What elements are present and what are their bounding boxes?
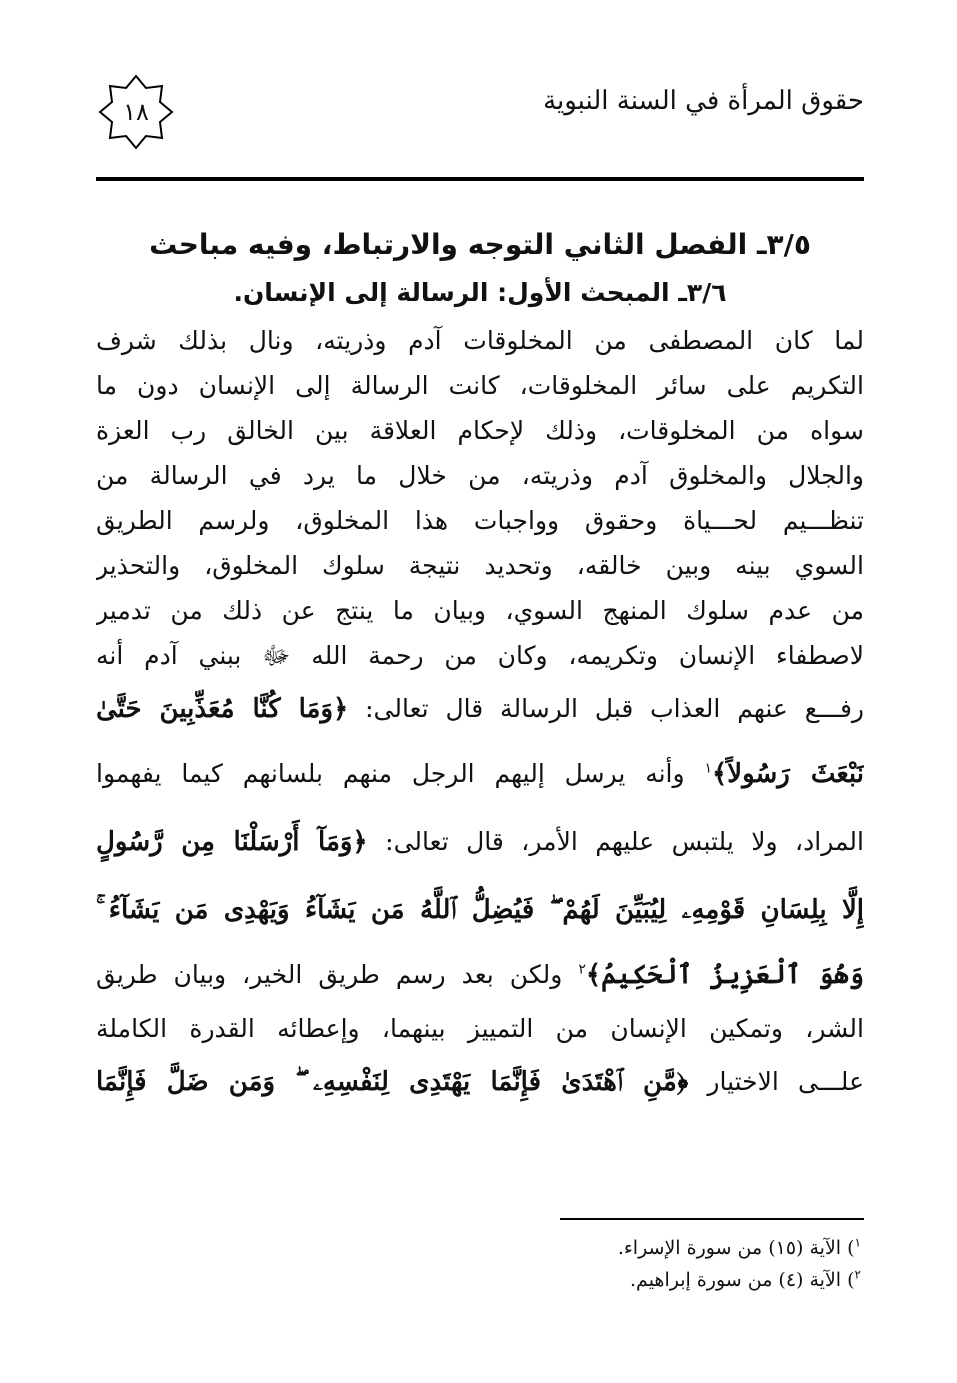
running-title: حقوق المرأة في السنة النبوية [543,86,864,116]
body-line-5: تنظـــيم لحـــياة وحقوق وواجبات هذا المخلوق، ولرسم الطريق [96,506,864,535]
section-heading: ٣/٦ـ المبحث الأول: الرسالة إلى الإنسان. [233,278,727,307]
footnote-ref: ١ [704,760,713,777]
footnote-item [441,1232,861,1264]
footnote-text: ) الآية (٤) من سورة إبراهيم. [630,1269,855,1291]
page-number: ١٨ [123,98,149,126]
body-line-9-text: رفـــع عنهم العذاب قبل الرسالة قال تعالى: [365,694,864,723]
body-line-14: الشر، وتمكين الإنسان من التمييز بينهما، وإعطائه القدرة الكاملة [96,1014,864,1043]
header-divider [96,177,864,181]
body-line-4: والجلال والمخلوق آدم وذريته، من خلال ما يرد في الرسالة من [96,461,864,490]
page-number-badge [96,72,176,152]
quran-verse: إِلَّا بِلِسَانِ قَوْمِهِۦ لِيُبَيِّنَ لَهُمْ ۖ فَيُضِلُّ ٱللَّهُ مَن يَشَآءُ وَيَهْدِى مَن يَشَآءُ ۚ [96,895,864,925]
quran-verse: نَبْعَثَ رَسُولاً﴾ [712,759,864,789]
footnote-number: ٢ [854,1267,861,1282]
footnote-item [441,1264,861,1296]
quran-verse: ﴿وَمَآ أَرْسَلْنَا مِن رَّسُولٍ [96,827,368,857]
body-line-11 [96,808,864,876]
body-line-3: سواه من المخلوقات، وذلك لإحكام العلاقة بين الخالق رب العزة [96,416,864,445]
body-line-15-text: علـــى الاختيار [707,1067,864,1096]
body-line-13-text: ولكن بعد رسم طريق الخير، وبيان طريق [96,960,563,989]
body-line-7: من عدم سلوك المنهج السوي، وبيان ما ينتج عن ذلك من تدمير [96,596,864,625]
body-line-15 [96,1051,864,1113]
footnote-text: ) الآية (١٥) من سورة الإسراء. [617,1237,855,1259]
quran-verse: ﴿مَّنِ ٱهْتَدَىٰ فَإِنَّمَا يَهْتَدِى لِنَفْسِهِۦ ۖ وَمَن ضَلَّ فَإِنَّمَا [96,1067,689,1097]
footnotes [441,1232,861,1296]
body-line-6: السوي بينه وبين خالقه، وتحديد نتيجة سلوك المخلوق، والتحذير [96,551,864,580]
body-line-11-text: المراد، ولا يلتبس عليهم الأمر، قال تعالى: [385,827,864,856]
footnote-ref: ٢ [578,961,586,978]
quran-verse: وَهُوَ ٱلْعَزِيزُ ٱلْحَكِيمُ﴾ [585,960,864,990]
chapter-heading: ٣/٥ـ الفصل الثاني التوجه والارتباط، وفيه مباحث [149,228,811,261]
page-header [96,64,864,160]
body-line-9 [96,678,864,740]
body-line-10-text: وأنه يرسل إليهم الرجل منهم بلسانهم كيما يفهموا [96,759,685,788]
quran-verse: ﴿وَمَا كُنَّا مُعَذِّبِينَ حَتَّىٰ [96,694,349,724]
body-text [96,318,864,1113]
body-line-2: التكريم على سائر المخلوقات، كانت الرسالة إلى الإنسان دون ما [96,371,864,400]
body-line-12 [96,876,864,944]
body-line-1: لما كان المصطفى من المخلوقات آدم وذريته، ونال بذلك شرف [96,326,864,355]
footnote-divider [560,1218,864,1220]
footnote-number: ١ [854,1235,861,1250]
body-line-10 [96,740,864,808]
body-line-13 [96,944,864,1006]
body-line-8: لاصطفاء الإنسان وتكريمه، وكان من رحمة الله ﷻ ببني آدم أنه [96,641,864,670]
